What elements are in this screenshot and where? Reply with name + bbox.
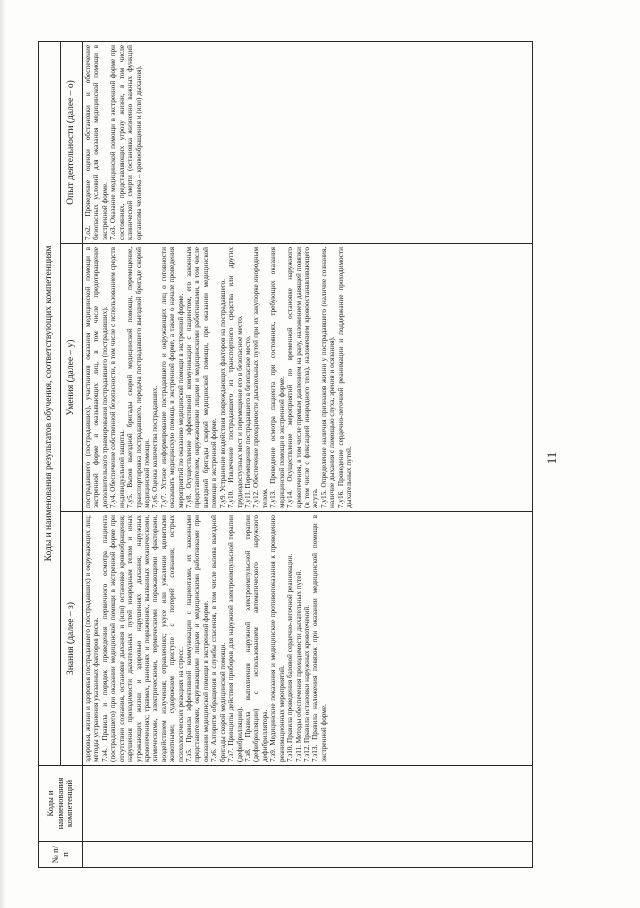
skill-item: 7.у16. Проведение сердечно-легочной реанимации и поддержание проходимости дыхательных путей. <box>336 247 354 508</box>
skill-item: 7.у7. Устное информирование пострадавшего и окружающих лиц о готовности оказывать медицинскую помощь в экстренной форме, а также о начале проведения мероприятий по оказанию медицинской помощи в экстренной форме. <box>159 247 185 508</box>
header-knowledge: Знания (далее – з) <box>61 512 83 766</box>
skill-item: 7.у15. Определение наличия признаков жизни у пострадавшего (наличие сознания, наличие дыхания с помощью слуха, зрения и осязания). <box>319 247 337 508</box>
knowledge-item: 7.з8. Правила выполнения наружной электроимпульсной терапии (дефибрилляции) с использованием автоматического наружного дефибриллятора. <box>244 515 269 762</box>
skill-item: 7.у10. Извлечение пострадавшего из транспортного средства или других труднодоступных мест и перемещение его в безопасное место. <box>227 247 244 508</box>
header-number: № п/п <box>39 842 83 868</box>
experience-item: 7.о3. Оказание медицинской помощи в экстренной форме при состояниях, представляющих угрозу жизни, в том числе клинической смерти (остановка жизненно важных функций организма человека – кровообращения и (или) дыхания). <box>109 44 143 240</box>
skill-item: 7.у12. Обеспечение проходимости дыхательных путей при их закупорке инородным телом. <box>252 247 269 508</box>
knowledge-item: 7.з12. Правила остановки наружных кровотечений. <box>302 604 311 762</box>
cell-skills <box>83 244 533 512</box>
skill-item: 7.у6. Оценка количества пострадавших. <box>151 385 160 508</box>
header-competency-codes: Коды и наименования компетенций <box>39 766 83 842</box>
knowledge-item: 7.з4. Правила и порядок проведения первичного осмотра пациента (пострадавшего) при оказании медицинской помощи в экстренной форме при отсутствии сознания, остановке дыхания и (или) остановке кровообращения; нарушения проходимости дыхательных путей инородным телом и иных угрожающих жизни и здоровью нарушениях дыхания; наружных кровотечениях; травмах, ранениях и поражениях, вызванных механическими, химическими, электрическими, термическими поражающими факторами, воздействием излучения; отравлениях; укусе или ужалении ядовитыми животными; судорожном приступе с потерей сознания; острых психологических реакциях на стресс. <box>100 515 185 762</box>
cell-number <box>83 842 533 868</box>
skill-item: 7.у14. Осуществление мероприятий по временной остановке наружного кровотечения, в том числе прямым давлением на рану, наложением давящей повязки (в том числе с фиксацией инородного тела), наложением кровоостанавливающего жгута. <box>286 247 320 508</box>
knowledge-item: здоровья, жизни и здоровья пострадавшего (пострадавших) и окружающих лиц; методы устранения указанных факторов риска. <box>84 515 101 762</box>
cell-experience <box>83 41 533 243</box>
knowledge-item: 7.з10. Правила проведения базовой сердечно-легочной реанимации. <box>286 553 295 762</box>
skill-item: 7.у5. Вызов выездной бригады скорой медицинской помощи, перемещение, транспортировка пострадавшего, передача пострадавшего выездной бригаде скорой медицинской помощи. <box>126 247 151 508</box>
header-skills: Умения (далее – у) <box>61 244 83 512</box>
table-row <box>83 41 533 867</box>
knowledge-item: 7.з5. Правила эффективной коммуникации с пациентами, их законными представителями, окружающими лицами и медицинскими работниками при оказании медицинской помощи в экстренной форме. <box>185 515 210 762</box>
table-subheader-row <box>61 41 83 867</box>
header-results-group: Коды и наименования результатов обучения, соответствующих компетенциям <box>39 41 61 765</box>
skill-item: 7.у13. Проведение осмотра пациента при состояниях, требующих оказания медицинской помощи в экстренной форме. <box>269 247 286 508</box>
header-experience: Опыт деятельности (далее – о) <box>61 41 83 243</box>
knowledge-item: 7.з9. Медицинские показания и медицинские противопоказания к проведению реанимационных мероприятий. <box>269 515 286 762</box>
knowledge-item: 7.з13. Правила наложения повязок при оказании медицинской помощи в экстренной форме. <box>311 515 328 762</box>
page-number: 11 <box>544 451 559 465</box>
knowledge-item: 7.з7. Принципы действия приборов для наружной электроимпульсной терапии (дефибрилляции). <box>227 515 244 762</box>
knowledge-item: 7.з6. Алгоритм обращения в службы спасения, в том числе вызова выездной бригады скорой медицинской помощи. <box>210 515 227 762</box>
skill-item: 7.у11. Перемещение пострадавшего в безопасное место. <box>244 335 253 508</box>
skill-item: 7.у4. Обеспечение собственной безопасности, в том числе с использованием средств индивидуальной защиты. <box>109 247 126 508</box>
skill-item: пострадавшего (пострадавших), участников оказания медицинской помощи в экстренной форме и оказывающих лиц, в том числе предотвращение дополнительного травмирования пострадавшего (пострадавших). <box>84 247 109 508</box>
cell-competency-code <box>83 766 533 842</box>
table-header-row <box>39 41 61 867</box>
knowledge-item: 7.з11. Методы обеспечения проходимости дыхательных путей. <box>294 569 303 762</box>
skill-item: 7.у9. Устранение воздействия повреждающих факторов на пострадавшего. <box>218 279 227 508</box>
cell-knowledge <box>83 512 533 766</box>
competency-table <box>38 41 533 868</box>
scan-edge-shadow <box>0 0 6 908</box>
experience-item: 7.о2. Проведение оценки обстановки и обеспечение безопасных условий для оказания медицинской помощи в экстренной форме. <box>84 44 109 240</box>
skill-item: 7.у8. Осуществление эффективной коммуникации с пациентом, его законным представителем, окружающими лицами и медицинскими работниками, в том числе выездной бригады скорой медицинской помощи, при оказании медицинской помощи в экстренной форме. <box>185 247 219 508</box>
